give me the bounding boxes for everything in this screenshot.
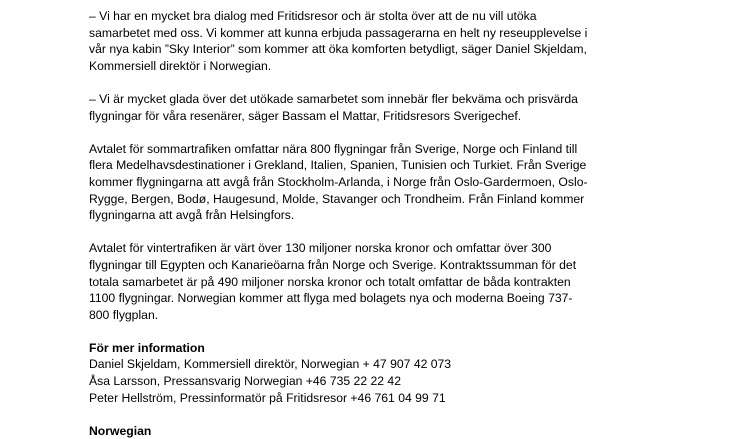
text-line: vår nya kabin ”Sky Interior” som kommer att öka komforten betydligt, säger Daniel Skjeldam,	[89, 42, 587, 57]
text-line: flygningar för våra resenärer, säger Bassam el Mattar, Fritidsresors Sverigechef.	[89, 108, 522, 123]
text-line: Avtalet för sommartrafiken omfattar nära 800 flygningar från Sverige, Norge och Finland till	[89, 141, 578, 156]
contact-line: Åsa Larsson, Pressansvarig Norwegian +46 735 22 22 42	[89, 374, 401, 389]
text-line: samarbetet med oss. Vi kommer att kunna erbjuda passagerarna en helt ny reseupplevelse i	[89, 25, 588, 40]
text-line: Avtalet för vintertrafiken är värt över 130 miljoner norska kronor och omfattar över 300	[89, 241, 552, 256]
text-line: Rygge, Bergen, Bodø, Haugesund, Molde, Stavanger och Trondheim. Från Finland kommer	[89, 191, 585, 206]
quote-paragraph-fritidsresor	[89, 91, 669, 124]
summer-traffic-paragraph	[89, 141, 669, 224]
quote-paragraph-norwegian	[89, 8, 669, 74]
contact-line: Daniel Skjeldam, Kommersiell direktör, Norwegian + 47 907 42 073	[89, 357, 452, 372]
text-line: flygningarna att avgå från Helsingfors.	[89, 208, 295, 223]
cut-off-section-heading: Norwegian	[89, 423, 152, 438]
contact-line: Peter Hellström, Pressinformatör på Fritidsresor +46 761 04 99 71	[89, 390, 446, 405]
text-line: kommer flygningarna att avgå från Stockholm-Arlanda, i Norge från Oslo-Gardermoen, Oslo-	[89, 174, 588, 189]
text-line: flera Medelhavsdestinationer i Grekland, Italien, Spanien, Tunisien och Turkiet. Från Sverige	[89, 158, 587, 173]
contact-section	[89, 340, 669, 406]
text-line: 800 flygplan.	[89, 307, 159, 322]
contact-heading: För mer information	[89, 340, 205, 355]
text-line: – Vi är mycket glada över det utökade samarbetet som innebär fler bekväma och prisvärda	[89, 91, 578, 106]
text-line: flygningar till Egypten och Kanarieöarna från Norge och Sverige. Kontraktssumman för det	[89, 257, 577, 272]
winter-traffic-paragraph	[89, 240, 669, 323]
text-line: – Vi har en mycket bra dialog med Fritidsresor och är stolta över att de nu vill utöka	[89, 9, 537, 23]
text-line: 1100 flygningar. Norwegian kommer att flyga med bolagets nya och moderna Boeing 737-	[89, 291, 573, 306]
text-line: totala samarbetet är på 490 miljoner norska kronor och totalt omfattar de båda kontrakten	[89, 274, 571, 289]
text-line: Kommersiell direktör i Norwegian.	[89, 58, 272, 73]
document-page	[89, 8, 669, 439]
